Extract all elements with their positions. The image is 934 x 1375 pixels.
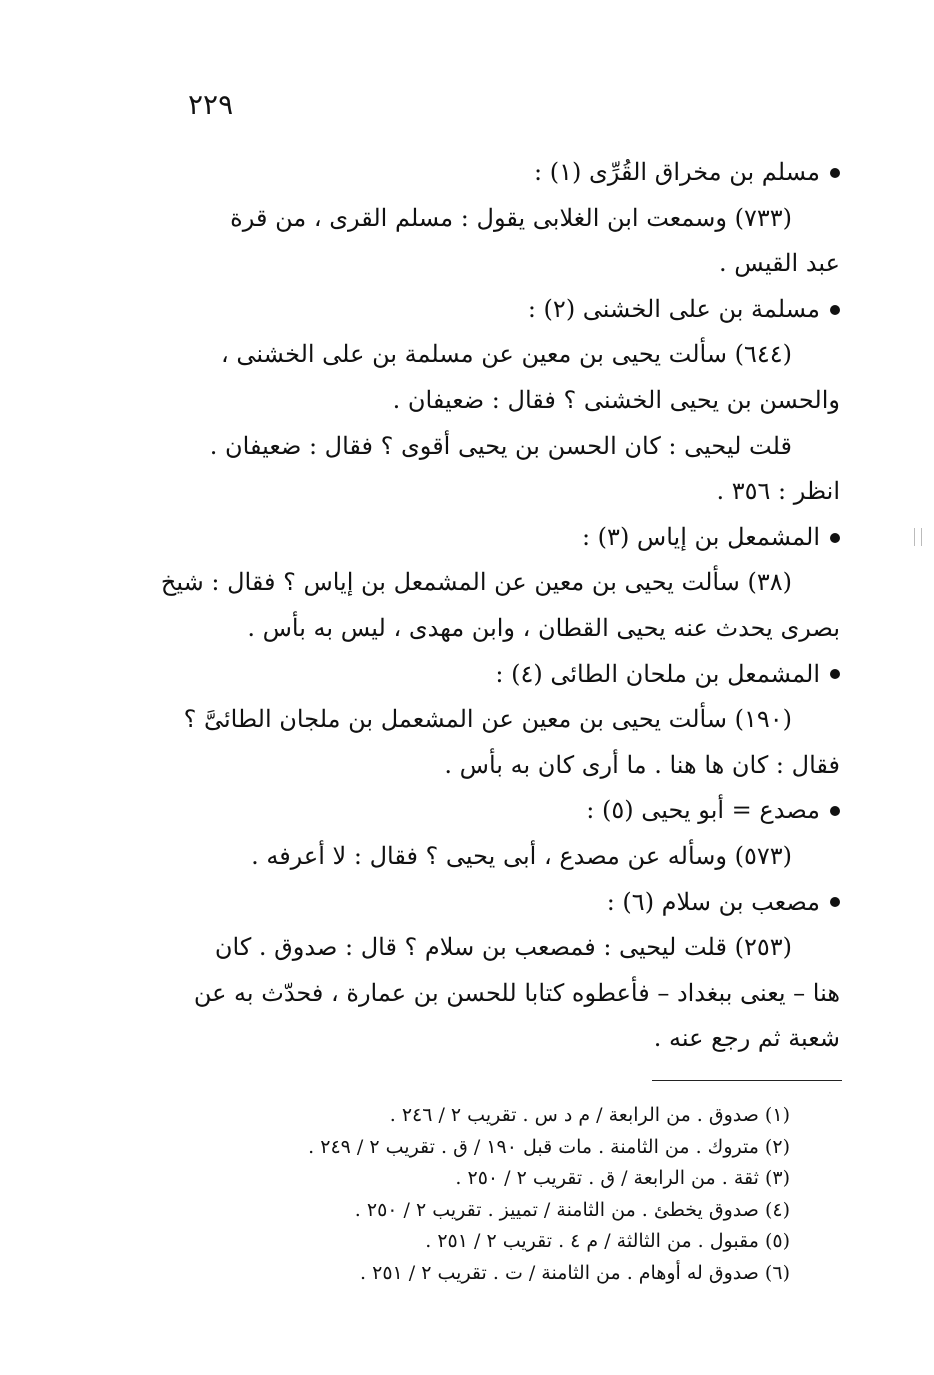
heading-text: مصعب بن سلام (٦) : [606,887,820,916]
narrator-heading [140,880,840,926]
bullet-icon [830,305,840,315]
continuation-line: عبد القيس . [718,249,840,278]
margin-mark [914,528,922,546]
heading-text: المشمعل بن ملحان الطائى (٤) : [495,659,820,688]
bullet-icon [830,533,840,543]
continuation-line: شعبة ثم رجع عنه . [653,1024,840,1053]
report-line: (٢٥٣) قلت ليحيى : فمصعب بن سلام ؟ قال : صدوق . كان [214,933,792,962]
heading-text: المشمعل بن إياس (٣) : [581,522,820,551]
bullet-icon [830,897,840,907]
report-line: (٦٤٤) سألت يحيى بن معين عن مسلمة بن على الخشنى ، [221,340,792,369]
footnote: (١) صدوق . من الرابعة / م د س . تقريب ٢ / ٢٤٦ . [389,1104,790,1126]
continuation-line: فقال : كان ها هنا . ما أرى كان به بأس . [444,750,840,779]
heading-text: مصدع = أبو يحيى (٥) : [586,796,820,825]
footnote: (٣) ثقة . من الرابعة / ق . تقريب ٢ / ٢٥٠ . [455,1167,790,1189]
continuation-line: انظر : ٣٥٦ . [716,477,840,506]
narrator-heading [140,788,840,834]
footnote: (٦) صدوق له أوهام . من الثامنة / ت . تقريب ٢ / ٢٥١ . [360,1261,790,1284]
report-line: قلت ليحيى : كان الحسن بن يحيى أقوى ؟ فقال : ضعيفان . [209,431,792,460]
bullet-icon [830,669,840,679]
narrator-heading [140,287,840,333]
footnotes [150,1100,790,1289]
footnote: (٢) متروك . من الثامنة . مات قبل ١٩٠ / ق . تقريب ٢ / ٢٤٩ . [308,1135,790,1158]
report-line: (٧٣٣) وسمعت ابن الغلابى يقول : مسلم القرى ، من قرة [230,203,792,232]
continuation-line: هنا – يعنى ببغداد – فأعطوه كتابا للحسن بن عمارة ، فحدّث به عن [193,978,840,1007]
heading-text: مسلم بن مخراق القُرِّى (١) : [533,158,820,186]
main-text [140,150,840,1062]
bullet-icon [830,168,840,178]
report-line: (٣٨) سألت يحيى بن معين عن المشمعل بن إياس ؟ فقال : شيخ [160,568,792,597]
heading-text: مسلمة بن على الخشنى (٢) : [527,294,820,323]
footnote-separator [652,1080,842,1081]
footnote: (٥) مقبول . من الثالثة / م ٤ . تقريب ٢ / ٢٥١ . [425,1230,790,1252]
continuation-line: والحسن بن يحيى الخشنى ؟ فقال : ضعيفان . [392,385,840,414]
footnote: (٤) صدوق يخطئ . من الثامنة / تمييز . تقريب ٢ / ٢٥٠ . [354,1198,790,1221]
page-number: ٢٢٩ [188,88,234,121]
continuation-line: بصرى يحدث عنه يحيى القطان ، وابن مهدى ، ليس به بأس . [247,613,840,642]
bullet-icon [830,806,840,816]
report-line: (٥٧٣) وسأله عن مصدع ، أبى يحيى ؟ فقال : لا أعرفه . [251,841,792,870]
narrator-heading [140,652,840,698]
report-line: (١٩٠) سألت يحيى بن معين عن المشعمل بن ملجان الطائىَّ ؟ [183,705,792,734]
narrator-heading [140,515,840,561]
narrator-heading [140,150,840,196]
